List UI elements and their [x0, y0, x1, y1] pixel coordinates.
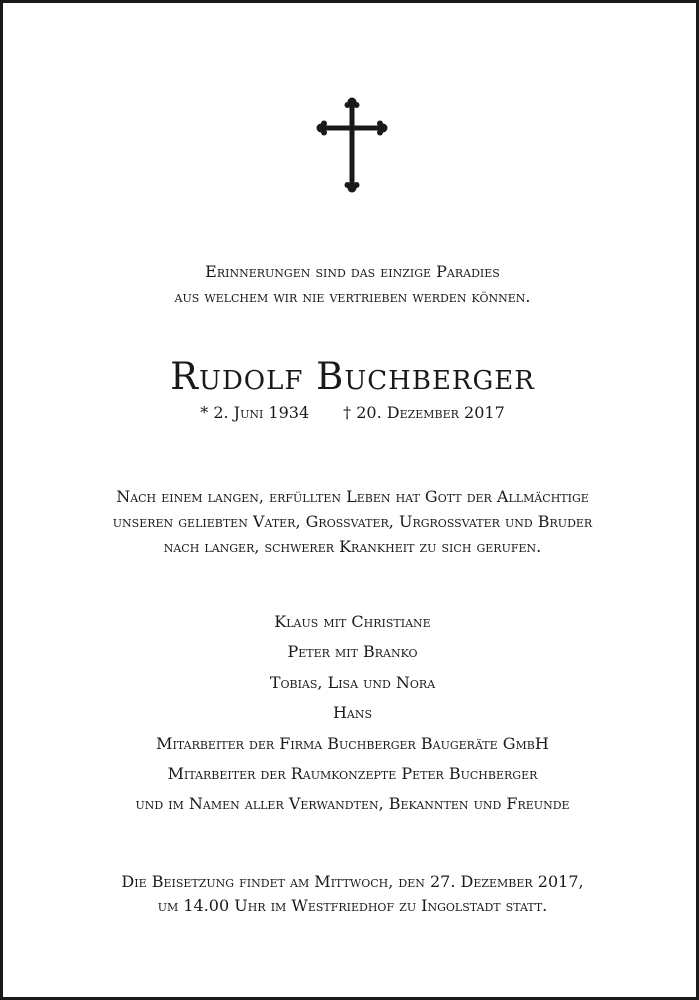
mourner-line: Tobias, Lisa und Nora [269, 672, 436, 692]
quote-line-2: aus welchem wir nie vertrieben werden können. [174, 287, 531, 306]
mourner-line: Klaus mit Christiane [274, 612, 431, 631]
life-dates [3, 402, 699, 424]
announcement-line-2: unseren geliebten Vater, Grossvater, Urgrossvater und Bruder [112, 512, 593, 531]
death-date: † 20. Dezember 2017 [343, 403, 505, 422]
cross-icon [316, 96, 388, 194]
funeral-line-1: Die Beisetzung findet am Mittwoch, den 27. Dezember 2017, [121, 872, 584, 891]
funeral-info [3, 870, 699, 918]
mourner-line: Mitarbeiter der Firma Buchberger Baugeräte GmbH [156, 733, 549, 753]
mourner-line: und im Namen aller Verwandten, Bekannten und Freunde [135, 794, 570, 814]
funeral-line-2: um 14.00 Uhr im Westfriedhof zu Ingolstadt statt. [157, 896, 548, 915]
mourner-line: Mitarbeiter der Raumkonzepte Peter Buchberger [167, 763, 538, 783]
mourner-line: Peter mit Branko [287, 642, 418, 662]
mourner-line: Hans [332, 703, 373, 723]
announcement-line-1: Nach einem langen, erfüllten Leben hat Gott der Allmächtige [116, 487, 589, 506]
mourners-list [3, 607, 699, 820]
birth-date: * 2. Juni 1934 [200, 403, 310, 422]
announcement-text [3, 484, 699, 559]
deceased-name: Rudolf Buchberger [170, 355, 535, 398]
memorial-quote [3, 259, 699, 309]
quote-line-1: Erinnerungen sind das einzige Paradies [205, 262, 500, 281]
announcement-line-3: nach langer, schwerer Krankheit zu sich gerufen. [163, 537, 542, 556]
